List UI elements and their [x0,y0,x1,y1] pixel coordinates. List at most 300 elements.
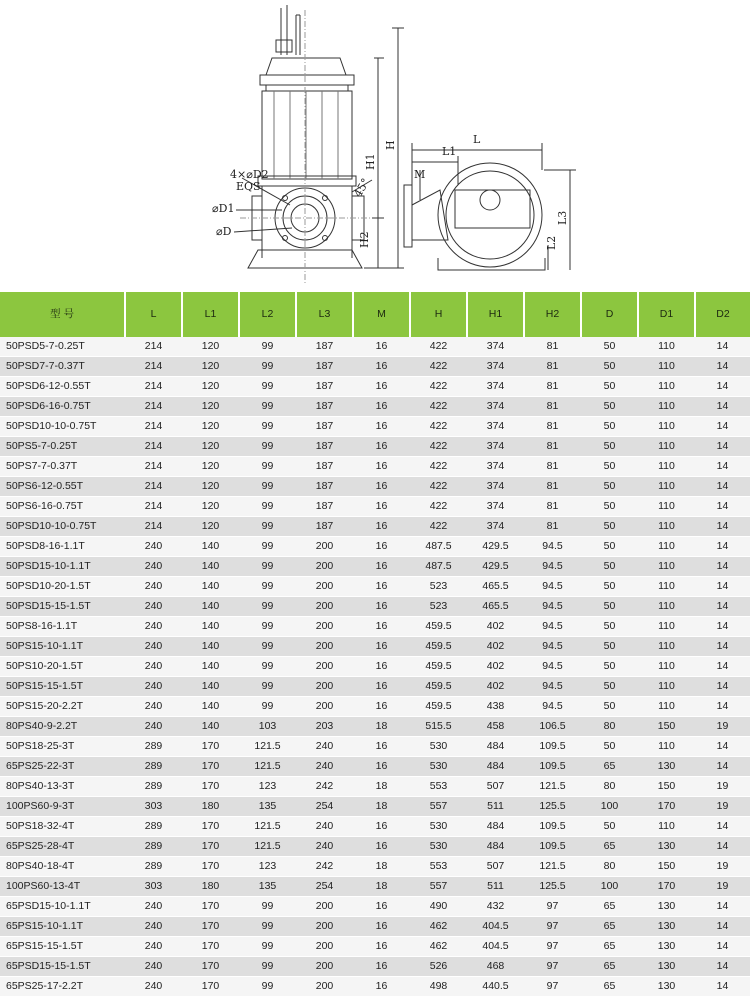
value-cell: 14 [695,377,750,397]
side-view-outlet [412,190,448,240]
value-cell: 121.5 [239,757,296,777]
value-cell: 125.5 [524,877,581,897]
value-cell: 14 [695,897,750,917]
pump-dimension-drawing [0,0,750,290]
model-cell: 50PSD5-7-0.25T [0,337,125,357]
value-cell: 374 [467,517,524,537]
angle-label: 45° [351,176,373,200]
value-cell: 526 [410,957,467,977]
value-cell: 14 [695,757,750,777]
value-cell: 553 [410,857,467,877]
value-cell: 187 [296,517,353,537]
value-cell: 130 [638,957,695,977]
value-cell: 99 [239,437,296,457]
value-cell: 65 [581,757,638,777]
value-cell: 16 [353,437,410,457]
value-cell: 170 [638,797,695,817]
value-cell: 14 [695,917,750,937]
table-body [0,337,750,997]
value-cell: 515.5 [410,717,467,737]
model-cell: 50PSD10-20-1.5T [0,577,125,597]
value-cell: 374 [467,357,524,377]
value-cell: 121.5 [239,837,296,857]
value-cell: 140 [182,637,239,657]
value-cell: 16 [353,537,410,557]
value-cell: 303 [125,877,182,897]
table-row [0,457,750,477]
value-cell: 289 [125,777,182,797]
value-cell: 200 [296,597,353,617]
value-cell: 135 [239,877,296,897]
value-cell: 81 [524,337,581,357]
value-cell: 187 [296,477,353,497]
value-cell: 140 [182,537,239,557]
value-cell: 16 [353,417,410,437]
value-cell: 123 [239,777,296,797]
value-cell: 242 [296,857,353,877]
value-cell: 214 [125,497,182,517]
value-cell: 200 [296,977,353,997]
value-cell: 240 [125,717,182,737]
value-cell: 110 [638,637,695,657]
value-cell: 187 [296,397,353,417]
value-cell: 523 [410,597,467,617]
value-cell: 422 [410,417,467,437]
value-cell: 187 [296,377,353,397]
value-cell: 16 [353,697,410,717]
value-cell: 50 [581,617,638,637]
value-cell: 110 [638,557,695,577]
column-header: L1 [182,292,239,337]
model-cell: 50PS6-12-0.55T [0,477,125,497]
value-cell: 16 [353,957,410,977]
value-cell: 50 [581,417,638,437]
value-cell: 130 [638,917,695,937]
value-cell: 18 [353,877,410,897]
value-cell: 110 [638,377,695,397]
value-cell: 81 [524,497,581,517]
value-cell: 99 [239,657,296,677]
model-cell: 65PSD15-10-1.1T [0,897,125,917]
value-cell: 80 [581,857,638,877]
value-cell: 240 [125,917,182,937]
model-cell: 50PS10-20-1.5T [0,657,125,677]
value-cell: 374 [467,397,524,417]
value-cell: 99 [239,517,296,537]
value-cell: 130 [638,757,695,777]
value-cell: 242 [296,777,353,797]
value-cell: 214 [125,517,182,537]
value-cell: 14 [695,417,750,437]
value-cell: 170 [182,977,239,997]
value-cell: 200 [296,957,353,977]
value-cell: 214 [125,457,182,477]
table-row [0,617,750,637]
value-cell: 530 [410,817,467,837]
l1-label: L1 [442,145,457,158]
table-row [0,437,750,457]
value-cell: 289 [125,837,182,857]
table-row [0,717,750,737]
value-cell: 130 [638,837,695,857]
value-cell: 16 [353,657,410,677]
table-row [0,517,750,537]
cable-gland [276,40,292,52]
table-row [0,497,750,517]
value-cell: 94.5 [524,557,581,577]
value-cell: 16 [353,497,410,517]
value-cell: 530 [410,757,467,777]
value-cell: 200 [296,617,353,637]
column-header: H2 [524,292,581,337]
value-cell: 465.5 [467,597,524,617]
value-cell: 140 [182,557,239,577]
value-cell: 200 [296,677,353,697]
table-row [0,477,750,497]
value-cell: 50 [581,397,638,417]
value-cell: 14 [695,737,750,757]
value-cell: 402 [467,617,524,637]
value-cell: 462 [410,917,467,937]
value-cell: 14 [695,697,750,717]
table-row [0,657,750,677]
table-row [0,797,750,817]
value-cell: 240 [125,657,182,677]
cable-line [281,5,287,55]
value-cell: 18 [353,857,410,877]
value-cell: 97 [524,917,581,937]
value-cell: 511 [467,877,524,897]
value-cell: 50 [581,497,638,517]
value-cell: 240 [125,697,182,717]
value-cell: 121.5 [524,857,581,877]
value-cell: 214 [125,397,182,417]
value-cell: 16 [353,377,410,397]
value-cell: 254 [296,877,353,897]
value-cell: 110 [638,597,695,617]
value-cell: 110 [638,737,695,757]
value-cell: 404.5 [467,937,524,957]
value-cell: 19 [695,877,750,897]
value-cell: 150 [638,777,695,797]
value-cell: 459.5 [410,637,467,657]
value-cell: 50 [581,357,638,377]
value-cell: 99 [239,917,296,937]
value-cell: 99 [239,977,296,997]
value-cell: 557 [410,877,467,897]
value-cell: 94.5 [524,697,581,717]
model-cell: 50PS6-16-0.75T [0,497,125,517]
model-cell: 65PS25-17-2.2T [0,977,125,997]
table-row [0,957,750,977]
value-cell: 187 [296,457,353,477]
value-cell: 94.5 [524,577,581,597]
value-cell: 289 [125,757,182,777]
value-cell: 374 [467,497,524,517]
value-cell: 240 [125,977,182,997]
value-cell: 170 [182,737,239,757]
value-cell: 180 [182,797,239,817]
side-view-housing [438,163,542,267]
table-row [0,877,750,897]
value-cell: 14 [695,397,750,417]
value-cell: 110 [638,357,695,377]
value-cell: 429.5 [467,537,524,557]
value-cell: 50 [581,637,638,657]
value-cell: 16 [353,597,410,617]
value-cell: 50 [581,477,638,497]
value-cell: 150 [638,717,695,737]
value-cell: 240 [296,817,353,837]
value-cell: 106.5 [524,717,581,737]
model-cell: 80PS40-13-3T [0,777,125,797]
value-cell: 65 [581,977,638,997]
value-cell: 187 [296,497,353,517]
value-cell: 240 [296,837,353,857]
value-cell: 120 [182,417,239,437]
value-cell: 374 [467,477,524,497]
value-cell: 14 [695,457,750,477]
value-cell: 240 [296,757,353,777]
value-cell: 511 [467,797,524,817]
value-cell: 530 [410,737,467,757]
table-row [0,857,750,877]
value-cell: 99 [239,957,296,977]
value-cell: 16 [353,757,410,777]
model-cell: 65PS15-10-1.1T [0,917,125,937]
value-cell: 16 [353,457,410,477]
model-cell: 100PS60-13-4T [0,877,125,897]
table-row [0,697,750,717]
value-cell: 65 [581,957,638,977]
value-cell: 100 [581,877,638,897]
table-row [0,377,750,397]
value-cell: 459.5 [410,657,467,677]
value-cell: 14 [695,657,750,677]
value-cell: 507 [467,857,524,877]
value-cell: 16 [353,477,410,497]
value-cell: 422 [410,457,467,477]
value-cell: 18 [353,717,410,737]
value-cell: 110 [638,457,695,477]
table-row [0,577,750,597]
value-cell: 200 [296,657,353,677]
column-header: D1 [638,292,695,337]
value-cell: 110 [638,577,695,597]
value-cell: 170 [638,877,695,897]
value-cell: 240 [296,737,353,757]
column-header: H [410,292,467,337]
value-cell: 14 [695,937,750,957]
value-cell: 110 [638,697,695,717]
value-cell: 140 [182,577,239,597]
value-cell: 110 [638,477,695,497]
l3-label: L3 [556,210,569,225]
model-cell: 50PSD6-12-0.55T [0,377,125,397]
value-cell: 120 [182,397,239,417]
value-cell: 374 [467,457,524,477]
d1-label: ⌀D1 [212,202,235,215]
value-cell: 140 [182,717,239,737]
value-cell: 200 [296,917,353,937]
value-cell: 121.5 [239,817,296,837]
table-row [0,557,750,577]
value-cell: 14 [695,497,750,517]
table-row [0,637,750,657]
value-cell: 200 [296,637,353,657]
value-cell: 99 [239,577,296,597]
value-cell: 50 [581,817,638,837]
bolt-label: 4×⌀D2 [230,168,269,181]
value-cell: 16 [353,617,410,637]
value-cell: 103 [239,717,296,737]
value-cell: 240 [125,537,182,557]
value-cell: 14 [695,557,750,577]
value-cell: 16 [353,977,410,997]
value-cell: 422 [410,337,467,357]
value-cell: 16 [353,917,410,937]
column-header: M [353,292,410,337]
eqs-label: EQS [236,180,261,193]
value-cell: 553 [410,777,467,797]
value-cell: 402 [467,657,524,677]
value-cell: 125.5 [524,797,581,817]
value-cell: 109.5 [524,817,581,837]
value-cell: 99 [239,417,296,437]
value-cell: 110 [638,817,695,837]
value-cell: 99 [239,937,296,957]
value-cell: 214 [125,477,182,497]
value-cell: 110 [638,617,695,637]
value-cell: 240 [125,937,182,957]
value-cell: 18 [353,797,410,817]
table-row [0,897,750,917]
value-cell: 422 [410,377,467,397]
model-cell: 50PSD7-7-0.37T [0,357,125,377]
value-cell: 16 [353,677,410,697]
value-cell: 50 [581,337,638,357]
value-cell: 94.5 [524,597,581,617]
model-cell: 50PS18-32-4T [0,817,125,837]
value-cell: 14 [695,977,750,997]
model-cell: 50PS7-7-0.37T [0,457,125,477]
value-cell: 200 [296,937,353,957]
l-label: L [473,133,481,146]
value-cell: 170 [182,777,239,797]
value-cell: 187 [296,417,353,437]
value-cell: 65 [581,917,638,937]
value-cell: 99 [239,357,296,377]
value-cell: 203 [296,717,353,737]
value-cell: 180 [182,877,239,897]
value-cell: 16 [353,837,410,857]
table-row [0,777,750,797]
value-cell: 97 [524,897,581,917]
value-cell: 484 [467,757,524,777]
value-cell: 214 [125,337,182,357]
value-cell: 110 [638,537,695,557]
value-cell: 80 [581,777,638,797]
model-cell: 50PSD15-10-1.1T [0,557,125,577]
value-cell: 14 [695,517,750,537]
value-cell: 81 [524,437,581,457]
value-cell: 200 [296,897,353,917]
value-cell: 402 [467,677,524,697]
value-cell: 110 [638,417,695,437]
value-cell: 422 [410,477,467,497]
value-cell: 16 [353,357,410,377]
value-cell: 187 [296,357,353,377]
value-cell: 19 [695,857,750,877]
value-cell: 484 [467,817,524,837]
value-cell: 170 [182,817,239,837]
value-cell: 123 [239,857,296,877]
value-cell: 557 [410,797,467,817]
value-cell: 462 [410,937,467,957]
value-cell: 214 [125,417,182,437]
value-cell: 121.5 [524,777,581,797]
value-cell: 120 [182,477,239,497]
value-cell: 140 [182,597,239,617]
model-cell: 80PS40-18-4T [0,857,125,877]
column-header: H1 [467,292,524,337]
value-cell: 110 [638,337,695,357]
value-cell: 254 [296,797,353,817]
value-cell: 432 [467,897,524,917]
value-cell: 120 [182,337,239,357]
model-cell: 80PS40-9-2.2T [0,717,125,737]
value-cell: 140 [182,677,239,697]
table-row [0,337,750,357]
value-cell: 170 [182,957,239,977]
value-cell: 97 [524,977,581,997]
table-row [0,397,750,417]
value-cell: 110 [638,517,695,537]
value-cell: 507 [467,777,524,797]
value-cell: 240 [125,897,182,917]
value-cell: 50 [581,377,638,397]
value-cell: 200 [296,697,353,717]
model-cell: 65PS25-28-4T [0,837,125,857]
value-cell: 100 [581,797,638,817]
value-cell: 16 [353,637,410,657]
value-cell: 97 [524,937,581,957]
model-cell: 50PSD6-16-0.75T [0,397,125,417]
value-cell: 130 [638,897,695,917]
model-cell: 50PS18-25-3T [0,737,125,757]
column-header: L [125,292,182,337]
value-cell: 110 [638,497,695,517]
value-cell: 81 [524,457,581,477]
table-row [0,737,750,757]
value-cell: 374 [467,417,524,437]
value-cell: 120 [182,437,239,457]
table-row [0,757,750,777]
value-cell: 94.5 [524,657,581,677]
value-cell: 289 [125,737,182,757]
value-cell: 14 [695,837,750,857]
value-cell: 16 [353,557,410,577]
value-cell: 99 [239,537,296,557]
value-cell: 170 [182,857,239,877]
column-header: D [581,292,638,337]
table-row [0,417,750,437]
value-cell: 99 [239,617,296,637]
model-cell: 50PS15-15-1.5T [0,677,125,697]
value-cell: 14 [695,357,750,377]
value-cell: 14 [695,337,750,357]
value-cell: 240 [125,577,182,597]
